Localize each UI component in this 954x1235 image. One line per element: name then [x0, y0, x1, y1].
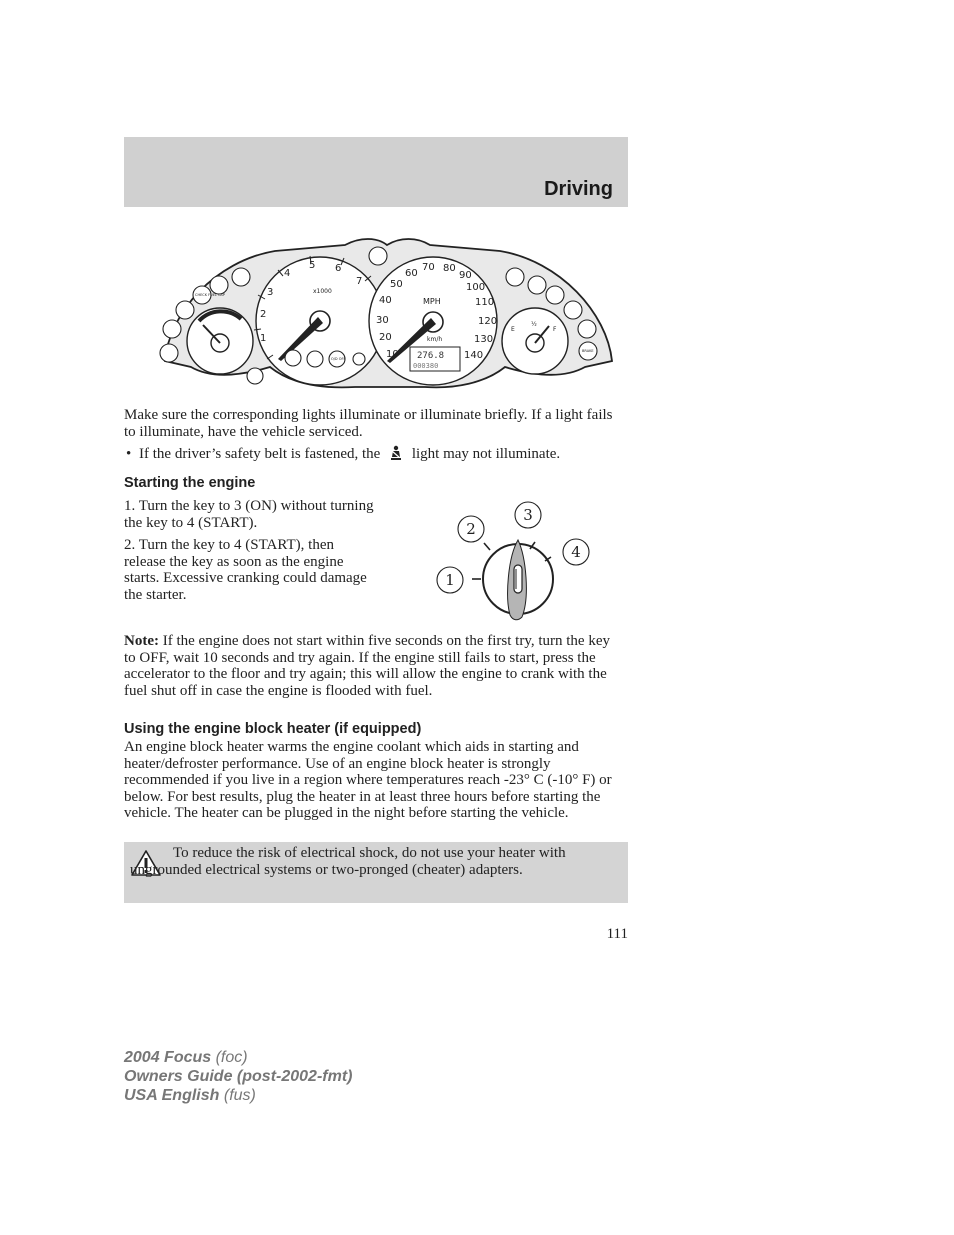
ignition-position-3: 3: [523, 506, 533, 524]
footer-model: 2004 Focus: [124, 1049, 212, 1066]
footer-language-code: (fus): [219, 1087, 256, 1104]
od-off-label: O/D OFF: [331, 357, 346, 361]
mph-label-60: 60: [405, 268, 418, 279]
footer-language: USA English: [124, 1087, 220, 1104]
tach-label-2: 2: [260, 309, 267, 320]
mph-label-100: 100: [466, 282, 486, 293]
mph-label-70: 70: [422, 262, 435, 273]
battery-light-icon: [546, 286, 564, 304]
section-header-band: [124, 137, 628, 207]
fuel-label-empty: E: [511, 326, 515, 333]
turn-right-light-icon: [506, 268, 524, 286]
ignition-position-2: 2: [466, 520, 476, 538]
note-text: If the engine does not start within five seconds on the first try, turn the key to OFF, wait 10 seconds and try again. If the engine still fails to start, press the accelerator to the floor and try again; this will allow the engine to crank with the fuel shut off in case the engine is flooded with fuel.: [124, 633, 610, 699]
headlamp-light-icon: [369, 247, 387, 265]
check-engine-light-icon: [160, 344, 178, 362]
instrument-cluster-illustration: [155, 233, 620, 393]
seatbelt-light-icon: [176, 301, 194, 319]
mph-label-50: 50: [390, 279, 403, 290]
sensor-light-icon: [247, 368, 263, 384]
warning-text: To reduce the risk of electrical shock, do not use your heater with ungrounded electrical systems or two-pronged (cheater) adapters.: [130, 845, 566, 878]
tach-label-4: 4: [284, 268, 291, 279]
tach-label-6: 6: [335, 263, 342, 274]
speed-unit-mph: MPH: [423, 297, 441, 306]
ignition-switch-illustration: [430, 497, 600, 627]
seatbelt-bullet: [124, 445, 624, 463]
traction-light-icon: [285, 350, 301, 366]
airbag-light-icon: [163, 320, 181, 338]
step-2: 2. Turn the key to 4 (START), then release the key as soon as the engine starts. Excessive cranking could damage the starter.: [124, 537, 367, 603]
mph-label-30: 30: [376, 315, 389, 326]
block-heater-heading: Using the engine block heater (if equipped): [124, 721, 422, 737]
bullet-text-after: light may not illuminate.: [411, 446, 561, 462]
power-light-icon: [353, 353, 365, 365]
odometer-total: 000380: [413, 362, 439, 370]
check-fuel-cap-label: CHECK FUEL CAP: [195, 293, 225, 297]
speed-unit-kmh: km/h: [427, 336, 443, 343]
fuel-label-full: F: [553, 326, 557, 333]
fuel-door-light-icon: [578, 320, 596, 338]
overdrive-light-icon: [307, 351, 323, 367]
abs-light-icon: [528, 276, 546, 294]
brake-label: BRAKE: [582, 349, 594, 353]
mph-label-40: 40: [379, 295, 392, 306]
warning-box: [124, 842, 628, 903]
ignition-position-1: 1: [445, 571, 455, 589]
mph-label-140: 140: [464, 350, 484, 361]
tach-label-7: 7: [356, 276, 363, 287]
tach-label-5: 5: [309, 260, 316, 271]
oil-pressure-light-icon: [210, 276, 228, 294]
mph-label-90: 90: [459, 270, 472, 281]
tach-label-1: 1: [260, 333, 267, 344]
fuel-label-half: ½: [531, 321, 537, 328]
intro-paragraph: Make sure the corresponding lights illuminate or illuminate briefly. If a light fails to illuminate, have the vehicle serviced.: [124, 407, 613, 440]
tach-unit: x1000: [313, 288, 332, 295]
mph-label-10: 10: [386, 349, 399, 360]
page-number: 111: [606, 926, 628, 942]
starting-engine-heading: Starting the engine: [124, 475, 256, 491]
mph-label-130: 130: [474, 334, 494, 345]
odometer-trip: 276.8: [417, 351, 445, 361]
mph-label-20: 20: [379, 332, 392, 343]
turn-left-light-icon: [232, 268, 250, 286]
mph-label-80: 80: [443, 263, 456, 274]
bullet-text-before: If the driver’s safety belt is fastened, the: [139, 446, 381, 462]
footer-guide: Owners Guide (post-2002-fmt): [124, 1068, 353, 1085]
tach-label-3: 3: [267, 287, 274, 298]
oil-light-icon: [564, 301, 582, 319]
note-paragraph: [124, 633, 614, 699]
block-heater-paragraph: An engine block heater warms the engine coolant which aids in starting and heater/defroster performance. Use of an engine block heater is strongly recommended if you live in a region where temperatures reach -23° C (-10° F) or below. For best results, plug the heater in at least three hours before starting the vehicle. The heater can be plugged in the night before starting the vehicle.: [124, 739, 612, 821]
document-footer: [124, 1048, 352, 1105]
ignition-position-4: 4: [571, 543, 581, 561]
seatbelt-icon: [388, 445, 404, 461]
note-label: Note:: [124, 633, 159, 649]
section-title: Driving: [544, 178, 613, 200]
step-1: 1. Turn the key to 3 (ON) without turning the key to 4 (START).: [124, 498, 374, 531]
footer-model-code: (foc): [211, 1049, 248, 1066]
mph-label-110: 110: [475, 297, 495, 308]
mph-label-120: 120: [478, 316, 498, 327]
bullet-mark: •: [126, 446, 132, 462]
